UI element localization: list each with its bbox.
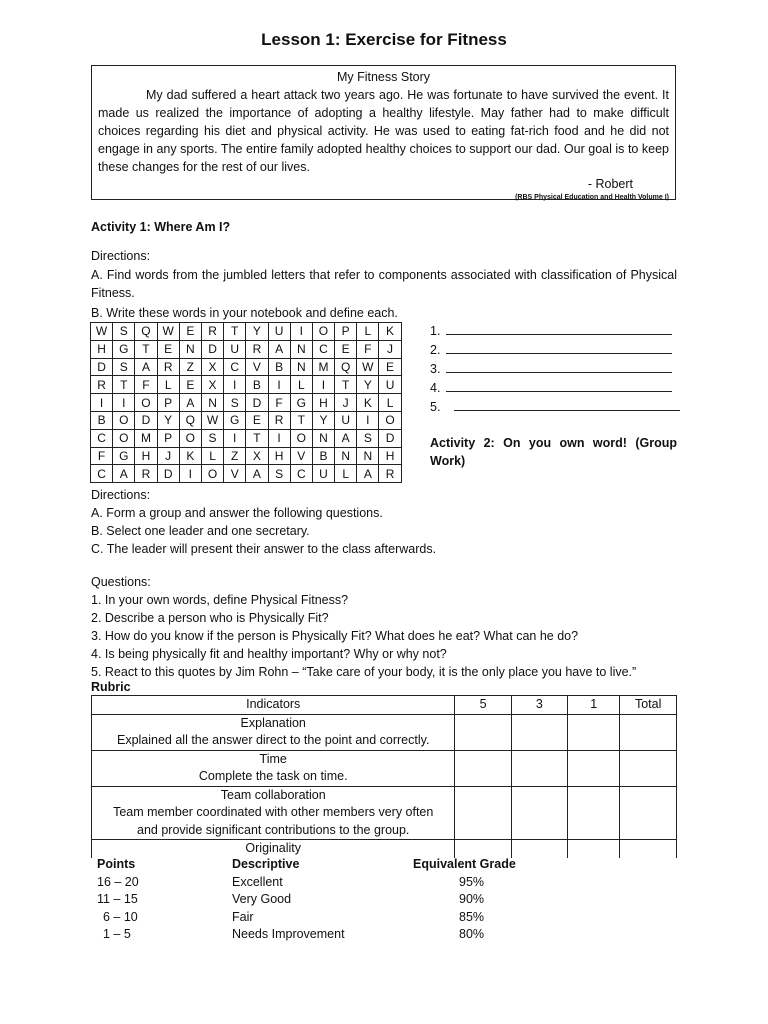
grid-letter[interactable]: S: [268, 465, 290, 483]
grid-letter[interactable]: H: [135, 447, 157, 465]
grid-letter[interactable]: D: [135, 411, 157, 429]
grid-letter[interactable]: O: [135, 394, 157, 412]
grid-letter[interactable]: S: [357, 429, 379, 447]
grid-letter[interactable]: I: [290, 323, 312, 341]
grid-letter[interactable]: N: [201, 394, 223, 412]
grid-letter[interactable]: D: [157, 465, 179, 483]
answer-number: 4.: [430, 381, 441, 395]
grid-letter[interactable]: T: [135, 340, 157, 358]
grading-scale: [97, 874, 517, 944]
grading-row: [97, 926, 517, 943]
grid-letter[interactable]: L: [201, 447, 223, 465]
grid-letter[interactable]: L: [357, 323, 379, 341]
grading-descriptive: Very Good: [232, 892, 292, 907]
grid-letter[interactable]: O: [379, 411, 401, 429]
grid-letter[interactable]: W: [201, 411, 223, 429]
indicator-title: Team collaboration: [220, 787, 326, 802]
grid-letter[interactable]: I: [268, 429, 290, 447]
grid-letter[interactable]: D: [246, 394, 268, 412]
grid-letter[interactable]: A: [135, 358, 157, 376]
grid-letter[interactable]: J: [335, 394, 357, 412]
grid-letter[interactable]: V: [246, 358, 268, 376]
grid-letter[interactable]: A: [357, 465, 379, 483]
rubric-header-row: [92, 696, 677, 715]
grid-letter[interactable]: E: [335, 340, 357, 358]
rubric-indicator-originality: Originality: [92, 840, 455, 858]
grid-letter[interactable]: F: [357, 340, 379, 358]
grid-letter[interactable]: Y: [246, 323, 268, 341]
grid-letter[interactable]: O: [113, 429, 135, 447]
answer-number: 2.: [430, 343, 441, 357]
grid-letter[interactable]: I: [224, 376, 246, 394]
grid-letter[interactable]: B: [268, 358, 290, 376]
grid-letter[interactable]: R: [268, 411, 290, 429]
answer-line: [430, 360, 680, 379]
grid-letter[interactable]: R: [157, 358, 179, 376]
grid-letter[interactable]: N: [335, 447, 357, 465]
grading-descriptive: Excellent: [232, 875, 283, 889]
grid-letter[interactable]: B: [312, 447, 334, 465]
grid-letter[interactable]: Q: [335, 358, 357, 376]
grid-letter[interactable]: K: [357, 394, 379, 412]
question-item: 5. React to this quotes by Jim Rohn – “Take care of your body, it is the only place you have to live.”: [91, 665, 637, 679]
score-cell[interactable]: [568, 750, 620, 786]
grid-letter[interactable]: U: [335, 411, 357, 429]
grid-row: [91, 358, 402, 376]
grid-letter[interactable]: M: [135, 429, 157, 447]
grid-row: [91, 323, 402, 341]
answer-line: [430, 322, 680, 341]
rubric-row: [92, 786, 677, 840]
activity1-direction-b: B. Write these words in your notebook and define each.: [91, 306, 398, 320]
total-cell[interactable]: [620, 750, 677, 786]
grid-letter[interactable]: N: [290, 358, 312, 376]
total-cell[interactable]: [620, 840, 677, 858]
grid-letter[interactable]: L: [290, 376, 312, 394]
grading-equivalent: 95%: [459, 875, 485, 889]
grid-letter[interactable]: I: [91, 394, 113, 412]
grid-letter[interactable]: I: [224, 429, 246, 447]
grid-letter[interactable]: X: [201, 358, 223, 376]
indicator-desc: Complete the task on time.: [198, 769, 348, 783]
answer-number: 1.: [430, 324, 441, 338]
activity1-direction-a: A. Find words from the jumbled letters that refer to components associated with classification of Physical Fitness.: [91, 268, 677, 300]
word-search-grid: [90, 322, 402, 483]
grading-header-equivalent: Equivalent Grade: [413, 857, 516, 871]
grid-letter[interactable]: T: [246, 429, 268, 447]
answer-number: 3.: [430, 362, 441, 376]
rubric-label: Rubric: [91, 680, 131, 694]
grid-letter[interactable]: R: [135, 465, 157, 483]
story-title: My Fitness Story: [336, 70, 431, 84]
answer-blank[interactable]: [446, 379, 672, 392]
grid-letter[interactable]: I: [268, 376, 290, 394]
grid-letter[interactable]: Y: [157, 411, 179, 429]
grid-letter[interactable]: J: [157, 447, 179, 465]
grid-row: [91, 376, 402, 394]
score-cell[interactable]: [511, 840, 567, 858]
direction-item: C. The leader will present their answer to the class afterwards.: [91, 542, 437, 556]
answer-blank[interactable]: [454, 398, 680, 411]
grading-row: [97, 874, 517, 891]
activity2-title: Activity 2: On you own word! (Group Work): [430, 436, 677, 468]
grid-letter[interactable]: I: [179, 465, 201, 483]
grid-letter[interactable]: R: [201, 323, 223, 341]
question-item: 3. How do you know if the person is Physically Fit? What does he eat? What can he do?: [91, 629, 579, 643]
grid-letter[interactable]: Y: [312, 411, 334, 429]
grid-row: [91, 447, 402, 465]
grid-letter[interactable]: R: [246, 340, 268, 358]
score-cell[interactable]: [568, 714, 620, 750]
grid-letter[interactable]: H: [379, 447, 401, 465]
grid-row: [91, 340, 402, 358]
grid-letter[interactable]: H: [312, 394, 334, 412]
grid-letter[interactable]: N: [312, 429, 334, 447]
grading-header-descriptive: Descriptive: [232, 857, 300, 871]
grid-letter[interactable]: J: [379, 340, 401, 358]
score-cell[interactable]: [455, 750, 511, 786]
story-author: - Robert: [587, 177, 633, 191]
grid-letter[interactable]: P: [157, 394, 179, 412]
grid-letter[interactable]: D: [91, 358, 113, 376]
grid-letter[interactable]: I: [312, 376, 334, 394]
grid-letter[interactable]: C: [312, 340, 334, 358]
grading-descriptive: Needs Improvement: [232, 927, 345, 942]
total-cell[interactable]: [620, 714, 677, 750]
grid-letter[interactable]: S: [113, 358, 135, 376]
score-cell[interactable]: [511, 714, 567, 750]
activity1-directions-label: Directions:: [91, 249, 151, 263]
grid-letter[interactable]: X: [246, 447, 268, 465]
grid-letter[interactable]: A: [113, 465, 135, 483]
indicator-desc: Team member coordinated with other members very often and provide significant contributions to the group.: [113, 805, 434, 837]
rubric-header-3: 3: [511, 696, 567, 715]
grid-letter[interactable]: B: [91, 411, 113, 429]
grid-letter[interactable]: Q: [179, 411, 201, 429]
grid-letter[interactable]: G: [113, 447, 135, 465]
grid-letter[interactable]: Z: [224, 447, 246, 465]
indicator-title: Explanation: [240, 715, 306, 730]
grid-letter[interactable]: L: [157, 376, 179, 394]
grid-letter[interactable]: O: [113, 411, 135, 429]
grid-letter[interactable]: S: [224, 394, 246, 412]
grid-letter[interactable]: L: [335, 465, 357, 483]
grid-letter[interactable]: F: [91, 447, 113, 465]
grid-letter[interactable]: S: [113, 323, 135, 341]
grid-letter[interactable]: U: [268, 323, 290, 341]
grid-letter[interactable]: T: [290, 411, 312, 429]
grid-letter[interactable]: B: [246, 376, 268, 394]
grid-row: [91, 394, 402, 412]
grid-letter[interactable]: I: [357, 411, 379, 429]
rubric-header-indicators: Indicators: [92, 696, 455, 715]
grid-letter[interactable]: E: [179, 323, 201, 341]
grid-letter[interactable]: X: [201, 376, 223, 394]
answer-line: [430, 341, 680, 360]
grid-row: [91, 411, 402, 429]
questions-label: Questions:: [91, 575, 151, 589]
rubric-header-5: 5: [455, 696, 511, 715]
answer-blank[interactable]: [446, 341, 672, 354]
indicator-title: Time: [259, 751, 287, 766]
fitness-story-box: [91, 65, 676, 200]
grid-row: [91, 465, 402, 483]
rubric-row: [92, 750, 677, 786]
grid-letter[interactable]: N: [179, 340, 201, 358]
total-cell[interactable]: [620, 786, 677, 840]
grid-letter[interactable]: N: [357, 447, 379, 465]
rubric-header-total: Total: [620, 696, 677, 715]
grid-letter[interactable]: Y: [357, 376, 379, 394]
grid-letter[interactable]: V: [290, 447, 312, 465]
question-item: 4. Is being physically fit and healthy important? Why or why not?: [91, 647, 447, 661]
grid-letter[interactable]: P: [335, 323, 357, 341]
grid-letter[interactable]: W: [357, 358, 379, 376]
grid-letter[interactable]: O: [179, 429, 201, 447]
rubric-indicator: [92, 750, 455, 786]
grid-letter[interactable]: O: [290, 429, 312, 447]
grading-equivalent: 85%: [459, 909, 485, 924]
activity2-directions: [91, 504, 436, 558]
grid-letter[interactable]: E: [246, 411, 268, 429]
activity1-title: Activity 1: Where Am I?: [91, 220, 231, 234]
grading-header: [97, 856, 517, 874]
grid-letter[interactable]: R: [91, 376, 113, 394]
grid-letter[interactable]: A: [179, 394, 201, 412]
questions-list: [91, 591, 636, 681]
grading-equivalent: 90%: [459, 892, 485, 907]
grid-letter[interactable]: I: [113, 394, 135, 412]
grid-letter[interactable]: W: [157, 323, 179, 341]
grid-letter[interactable]: C: [91, 465, 113, 483]
grid-letter[interactable]: K: [179, 447, 201, 465]
score-cell[interactable]: [511, 750, 567, 786]
grid-letter[interactable]: T: [224, 323, 246, 341]
grid-letter[interactable]: U: [312, 465, 334, 483]
grid-letter[interactable]: Q: [135, 323, 157, 341]
score-cell[interactable]: [568, 786, 620, 840]
story-text: My dad suffered a heart attack two years ago. He was fortunate to have survived the event. It made us realized the importance of adopting a healthy lifestyle. May father had to make difficult choices regarding his diet and physical activity. He was used to eating fat-rich food and he did not engage in any sports. The entire family adopted healthy choices to support our dad. Our goal is to keep these changes for the rest of our lives.: [98, 88, 669, 174]
grid-letter[interactable]: M: [312, 358, 334, 376]
indicator-desc: Explained all the answer direct to the point and correctly.: [116, 733, 430, 747]
rubric-table: [91, 695, 677, 858]
grading-points: 16 – 20: [97, 875, 139, 889]
rubric-row: [92, 714, 677, 750]
story-reference: (RBS Physical Education and Health Volume I): [515, 194, 669, 201]
grid-letter[interactable]: Z: [179, 358, 201, 376]
grading-header-points: Points: [97, 857, 136, 871]
grid-letter[interactable]: C: [290, 465, 312, 483]
grid-letter[interactable]: N: [290, 340, 312, 358]
answer-line: [430, 398, 680, 417]
grid-letter[interactable]: O: [201, 465, 223, 483]
grid-letter[interactable]: E: [379, 358, 401, 376]
grid-letter[interactable]: A: [335, 429, 357, 447]
grid-letter[interactable]: E: [179, 376, 201, 394]
grid-letter[interactable]: P: [157, 429, 179, 447]
grid-letter[interactable]: A: [246, 465, 268, 483]
grid-letter[interactable]: F: [135, 376, 157, 394]
grading-descriptive: Fair: [232, 909, 254, 924]
score-cell[interactable]: [455, 786, 511, 840]
grid-letter[interactable]: W: [91, 323, 113, 341]
grid-letter[interactable]: H: [268, 447, 290, 465]
score-cell[interactable]: [455, 714, 511, 750]
grid-letter[interactable]: T: [335, 376, 357, 394]
rubric-indicator: [92, 714, 455, 750]
grid-letter[interactable]: F: [268, 394, 290, 412]
grading-points: 1 – 5: [103, 927, 131, 942]
grading-points: 11 – 15: [97, 892, 138, 907]
grid-letter[interactable]: D: [201, 340, 223, 358]
page-title: Lesson 1: Exercise for Fitness: [261, 30, 507, 49]
grid-letter[interactable]: U: [224, 340, 246, 358]
grid-letter[interactable]: G: [113, 340, 135, 358]
score-cell[interactable]: [455, 840, 511, 858]
grid-letter[interactable]: H: [91, 340, 113, 358]
grid-letter[interactable]: U: [379, 376, 401, 394]
grid-letter[interactable]: V: [224, 465, 246, 483]
score-cell[interactable]: [568, 840, 620, 858]
grid-letter[interactable]: R: [379, 465, 401, 483]
question-item: 2. Describe a person who is Physically Fit?: [91, 611, 329, 625]
grid-letter[interactable]: D: [379, 429, 401, 447]
grid-letter[interactable]: T: [113, 376, 135, 394]
grid-letter[interactable]: G: [224, 411, 246, 429]
answer-blank[interactable]: [446, 322, 672, 335]
activity2-directions-label: Directions:: [91, 488, 151, 502]
answer-number: 5.: [430, 400, 441, 414]
grid-letter[interactable]: C: [91, 429, 113, 447]
grid-letter[interactable]: S: [201, 429, 223, 447]
grading-row: [97, 891, 517, 908]
direction-item: B. Select one leader and one secretary.: [91, 524, 310, 538]
grading-equivalent: 80%: [459, 927, 485, 942]
grid-letter[interactable]: K: [379, 323, 401, 341]
grid-letter[interactable]: O: [312, 323, 334, 341]
grid-letter[interactable]: E: [157, 340, 179, 358]
rubric-indicator: [92, 786, 455, 840]
answer-lines: [430, 322, 680, 417]
grid-letter[interactable]: G: [290, 394, 312, 412]
grid-row: [91, 429, 402, 447]
grid-letter[interactable]: A: [268, 340, 290, 358]
grid-letter[interactable]: C: [224, 358, 246, 376]
rubric-row: [92, 840, 677, 858]
rubric-header-1: 1: [568, 696, 620, 715]
answer-line: [430, 379, 680, 398]
score-cell[interactable]: [511, 786, 567, 840]
grid-letter[interactable]: L: [379, 394, 401, 412]
grading-points: 6 – 10: [103, 909, 138, 924]
question-item: 1. In your own words, define Physical Fitness?: [91, 593, 349, 607]
grading-row: [97, 909, 517, 926]
answer-blank[interactable]: [446, 360, 672, 373]
direction-item: A. Form a group and answer the following questions.: [91, 506, 383, 520]
